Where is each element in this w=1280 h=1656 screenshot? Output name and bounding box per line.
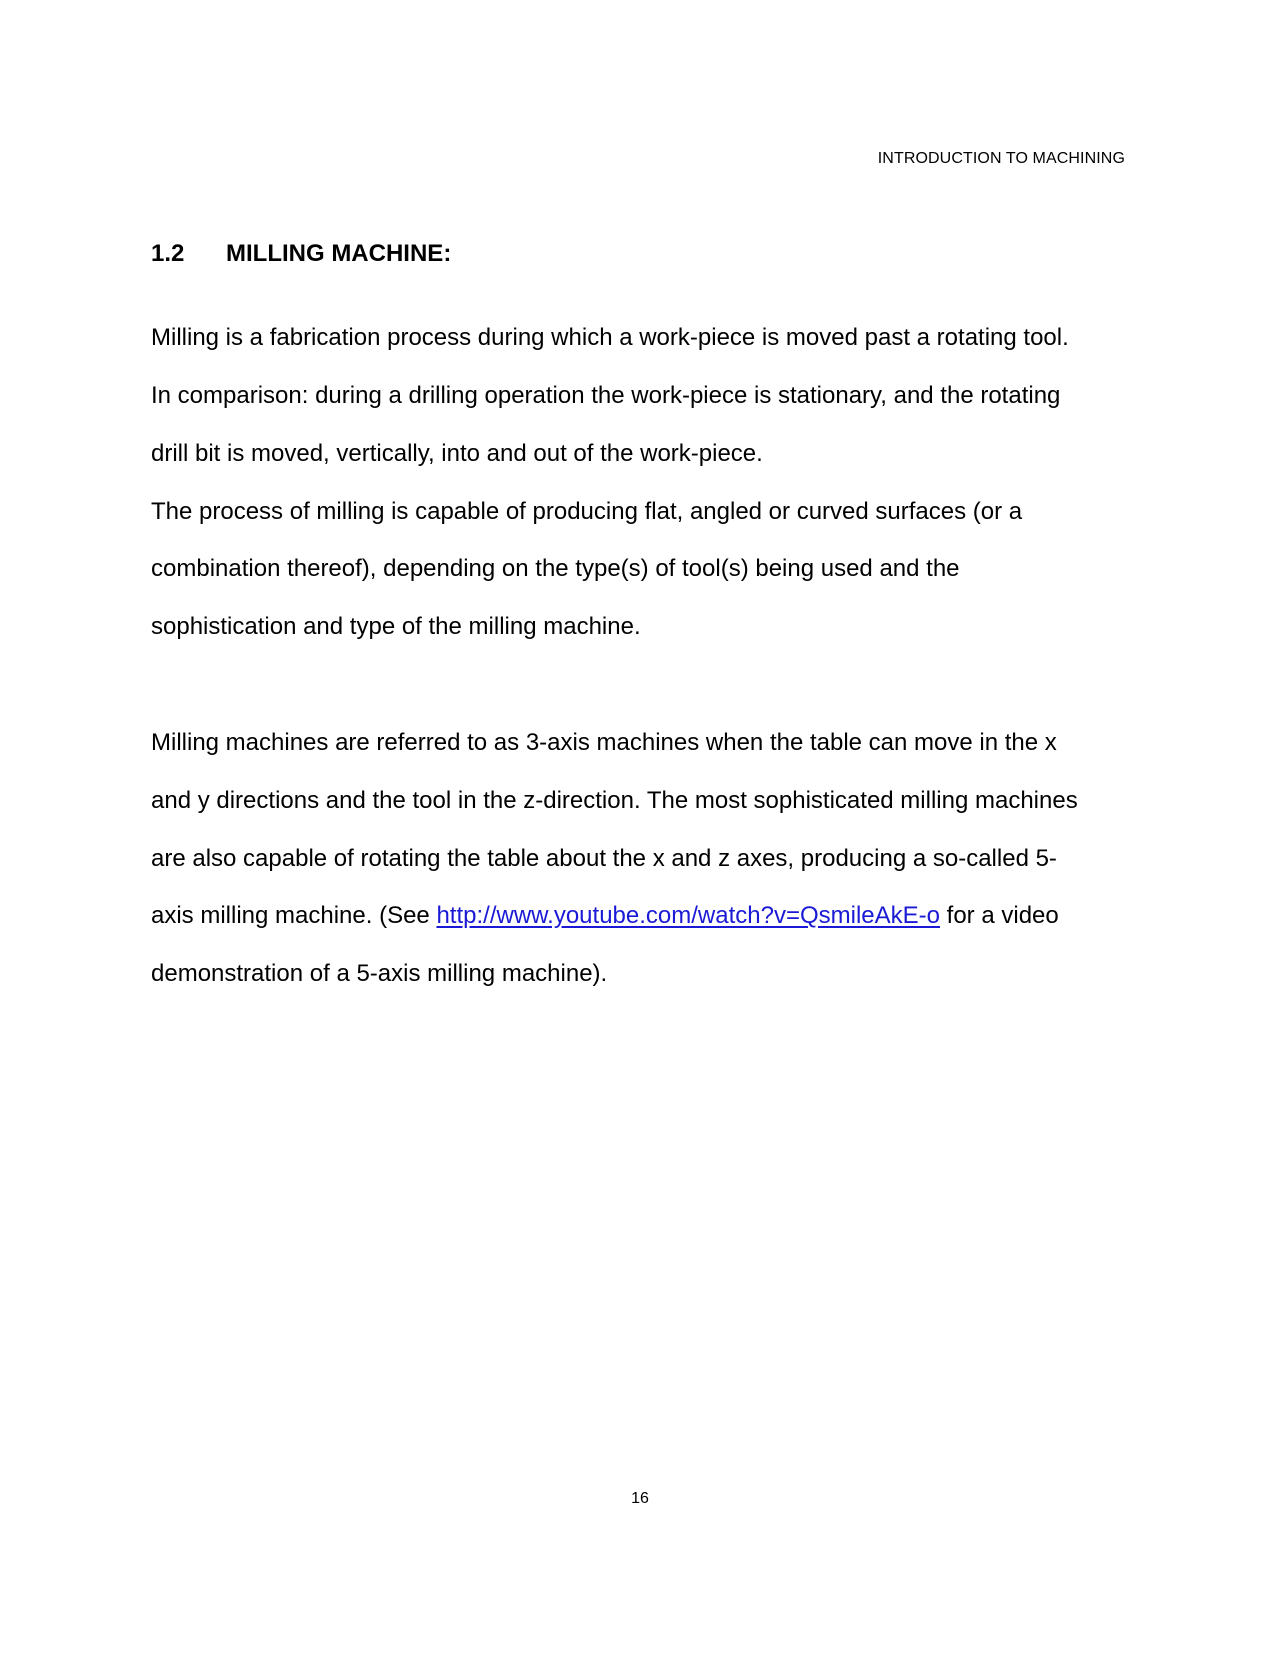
paragraph-line: combination thereof), depending on the type(s) of tool(s) being used and the — [151, 555, 960, 582]
paragraph-line: The process of milling is capable of producing flat, angled or curved surfaces (or a — [151, 498, 1023, 525]
paragraph-line: Milling is a fabrication process during which a work-piece is moved past a rotating tool. — [151, 324, 1069, 351]
paragraph-line: and y directions and the tool in the z-direction. The most sophisticated milling machines — [151, 787, 1078, 814]
link-line-before: axis milling machine. (See — [151, 902, 437, 929]
paragraph-line: drill bit is moved, vertically, into and out of the work-piece. — [151, 440, 763, 467]
section-title: MILLING MACHINE: — [226, 240, 452, 267]
youtube-link[interactable]: http://www.youtube.com/watch?v=QsmileAkE-o — [436, 902, 940, 929]
running-header: INTRODUCTION TO MACHINING — [877, 150, 1125, 167]
paragraph-line: In comparison: during a drilling operation the work-piece is stationary, and the rotating — [151, 382, 1061, 409]
section-number: 1.2 — [151, 240, 185, 267]
paragraph-line: are also capable of rotating the table about the x and z axes, producing a so-called 5- — [151, 845, 1057, 872]
section-heading — [151, 240, 451, 268]
link-line-after: for a video — [940, 902, 1059, 929]
page-number: 16 — [631, 1490, 649, 1507]
paragraph-line: sophistication and type of the milling machine. — [151, 613, 641, 640]
paragraph-line: demonstration of a 5-axis milling machine). — [151, 960, 608, 987]
paragraph-line: Milling machines are referred to as 3-axis machines when the table can move in the x — [151, 729, 1057, 756]
paragraph-line-with-link — [151, 904, 1059, 928]
